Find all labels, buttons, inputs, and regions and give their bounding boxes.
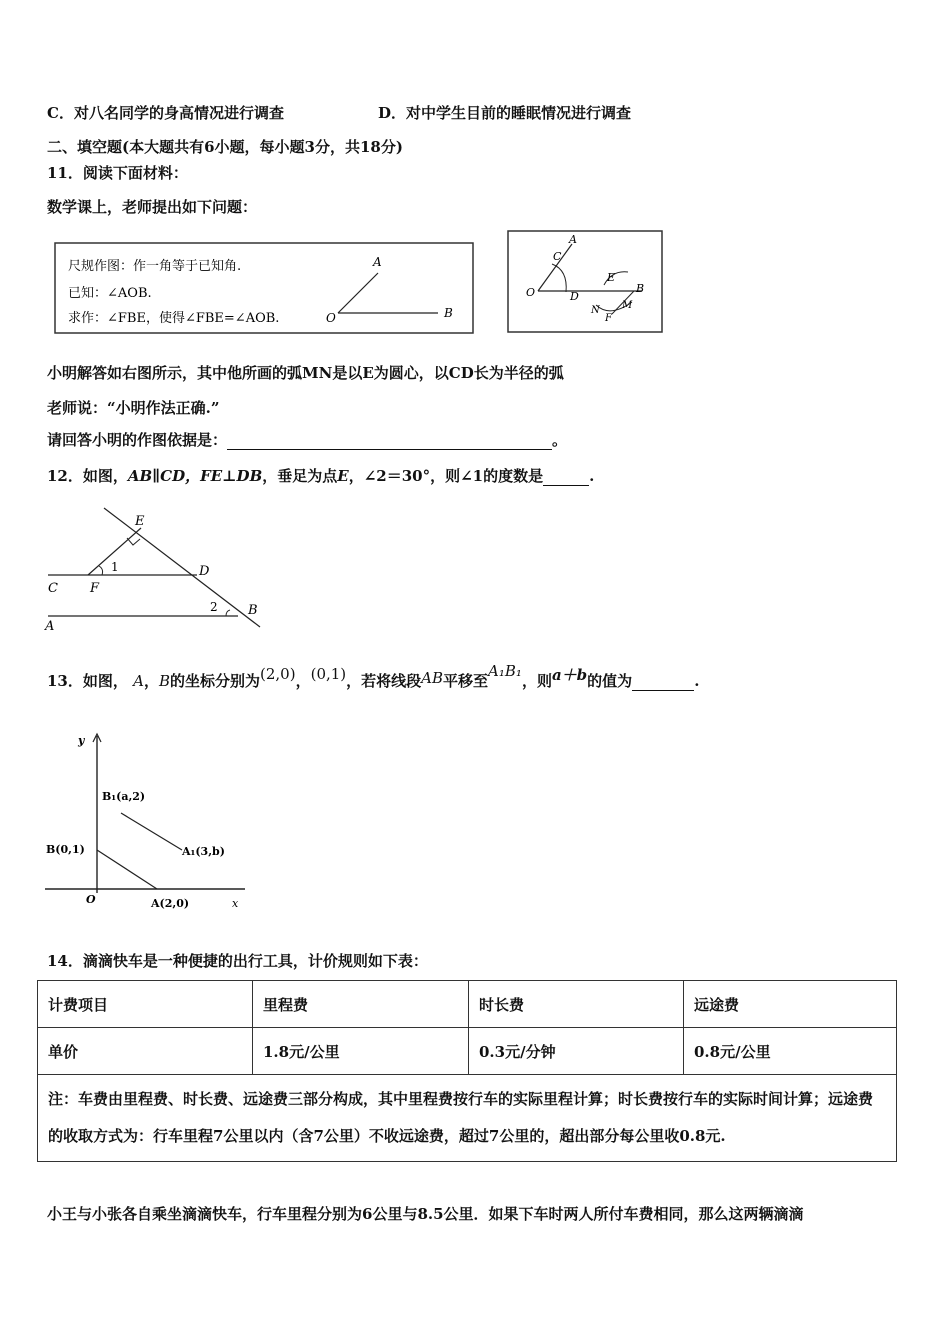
q12-t2: AB∥CD，FE⊥DB bbox=[127, 467, 263, 485]
section-title: 二、填空题(本大题共有6小题，每小题3分，共18分) bbox=[47, 138, 403, 156]
q13-b: B bbox=[158, 672, 170, 690]
origin-label: O bbox=[86, 893, 96, 906]
q11-prompt: 请回答小明的作图依据是： bbox=[47, 431, 228, 449]
q13-sep2: ， bbox=[295, 672, 311, 690]
q11-intro: 数学课上，老师提出如下问题： bbox=[47, 198, 258, 216]
q12-text bbox=[47, 465, 594, 486]
q11-period: 。 bbox=[552, 431, 568, 449]
option-d: D．对中学生目前的睡眠情况进行调查 bbox=[378, 104, 632, 122]
fig-a: A bbox=[569, 233, 577, 246]
q12-t6: . bbox=[589, 467, 595, 485]
q13-t1: 13．如图， bbox=[47, 672, 128, 690]
box-line-2: 已知：∠AOB. bbox=[68, 286, 152, 301]
fig-n: N bbox=[591, 305, 600, 316]
q13-a-plus-b: a＋b bbox=[551, 666, 588, 684]
fig-d: D bbox=[570, 290, 579, 303]
q11-line3: 小明解答如右图所示，其中他所画的弧MN是以E为圆心，以CD长为半径的弧 bbox=[47, 364, 564, 382]
cell-unit-price: 单价 bbox=[38, 1028, 253, 1075]
line-db bbox=[104, 508, 260, 627]
q13-a1b1-seg: A₁B₁ bbox=[488, 662, 522, 680]
label-a: A bbox=[373, 255, 382, 269]
q13-coord2: (0,1) bbox=[310, 665, 347, 683]
box-line-3: 求作：∠FBE，使得∠FBE=∠AOB. bbox=[68, 311, 280, 326]
cell-long-distance-price: 0.8元/公里 bbox=[684, 1028, 897, 1075]
q13-t3: ，若将线段 bbox=[346, 672, 422, 690]
table-note-row bbox=[38, 1075, 897, 1162]
q13-t2: 的坐标分别为 bbox=[170, 672, 261, 690]
b-label: B(0,1) bbox=[46, 843, 85, 856]
fig-m: M bbox=[622, 300, 633, 311]
b1-label: B₁(a,2) bbox=[102, 790, 146, 803]
segment-a1b1 bbox=[121, 813, 182, 850]
angle-1-arc bbox=[99, 566, 103, 575]
table-row bbox=[38, 1028, 897, 1075]
cell-time-price: 0.3元/分钟 bbox=[469, 1028, 684, 1075]
q11-line4: 老师说：“小明作法正确.” bbox=[47, 399, 220, 417]
q12-t4: E bbox=[337, 467, 349, 485]
q13-coord1: (2,0) bbox=[260, 665, 296, 683]
q12-d: D bbox=[199, 564, 210, 579]
fig-c: C bbox=[553, 250, 562, 263]
q11-answer-blank[interactable] bbox=[227, 433, 552, 450]
q12-one: 1 bbox=[111, 560, 119, 574]
segment-ab bbox=[97, 850, 157, 889]
q12-c: C bbox=[48, 581, 58, 596]
q12-t3: ，垂足为点 bbox=[262, 467, 338, 485]
q12-f: F bbox=[90, 581, 100, 596]
label-o: O bbox=[326, 311, 336, 325]
axis-y-label: y bbox=[78, 734, 85, 747]
q12-t5: ，∠2＝30°，则∠1的度数是 bbox=[348, 467, 544, 485]
fig-e: E bbox=[607, 271, 616, 284]
a1-label: A₁(3,b) bbox=[182, 845, 225, 858]
q13-figure bbox=[45, 734, 245, 910]
fare-table bbox=[37, 980, 897, 1162]
q13-t4: 平移至 bbox=[443, 672, 489, 690]
q13-text bbox=[47, 662, 700, 691]
q14-intro: 14．滴滴快车是一种便捷的出行工具，计价规则如下表： bbox=[47, 952, 428, 970]
table-header-row bbox=[38, 981, 897, 1028]
fig-f: F bbox=[605, 313, 612, 324]
q13-t6: 的值为 bbox=[587, 672, 633, 690]
q11-line5 bbox=[47, 429, 567, 450]
fig-o: O bbox=[526, 286, 536, 299]
q13-a: A bbox=[133, 672, 144, 690]
q12-two: 2 bbox=[210, 600, 218, 614]
axis-x-label: x bbox=[232, 897, 239, 910]
q13-t7: . bbox=[694, 672, 700, 690]
a-label: A(2,0) bbox=[151, 897, 190, 910]
q14-after: 小王与小张各自乘坐滴滴快车，行车里程分别为6公里与8.5公里．如果下车时两人所付车费相同，那么这两辆滴滴 bbox=[47, 1205, 804, 1223]
q12-e: E bbox=[135, 514, 145, 529]
q13-answer-blank[interactable] bbox=[632, 674, 694, 691]
q12-t1: 12．如图， bbox=[47, 467, 128, 485]
header-distance: 里程费 bbox=[253, 981, 469, 1028]
header-time: 时长费 bbox=[469, 981, 684, 1028]
q12-a: A bbox=[45, 619, 55, 634]
option-c: C．对八名同学的身高情况进行调查 bbox=[47, 104, 284, 122]
fig-b: B bbox=[636, 282, 645, 295]
q11-construction-figure bbox=[508, 231, 662, 332]
q12-b: B bbox=[248, 603, 258, 618]
box-line-1: 尺规作图：作一角等于已知角. bbox=[68, 259, 242, 274]
header-long-distance: 远途费 bbox=[684, 981, 897, 1028]
label-b: B bbox=[444, 306, 453, 320]
q13-t5: ，则 bbox=[521, 672, 552, 690]
q13-ab-seg: AB bbox=[421, 669, 444, 687]
q11-title: 11．阅读下面材料： bbox=[47, 164, 188, 182]
header-item: 计费项目 bbox=[38, 981, 253, 1028]
angle-2-arc bbox=[226, 610, 230, 616]
q12-answer-blank[interactable] bbox=[543, 469, 589, 486]
cell-distance-price: 1.8元/公里 bbox=[253, 1028, 469, 1075]
table-note: 注：车费由里程费、时长费、远途费三部分构成，其中里程费按行车的实际里程计算；时长费按行车的实际时间计算；远途费的收取方式为：行车里程7公里以内（含7公里）不收远途费，超过7公里的，超出部分每公里收0.8元. bbox=[38, 1075, 897, 1162]
q12-figure bbox=[44, 508, 260, 634]
q13-sep1: ， bbox=[143, 672, 159, 690]
q11-problem-box bbox=[55, 243, 473, 333]
